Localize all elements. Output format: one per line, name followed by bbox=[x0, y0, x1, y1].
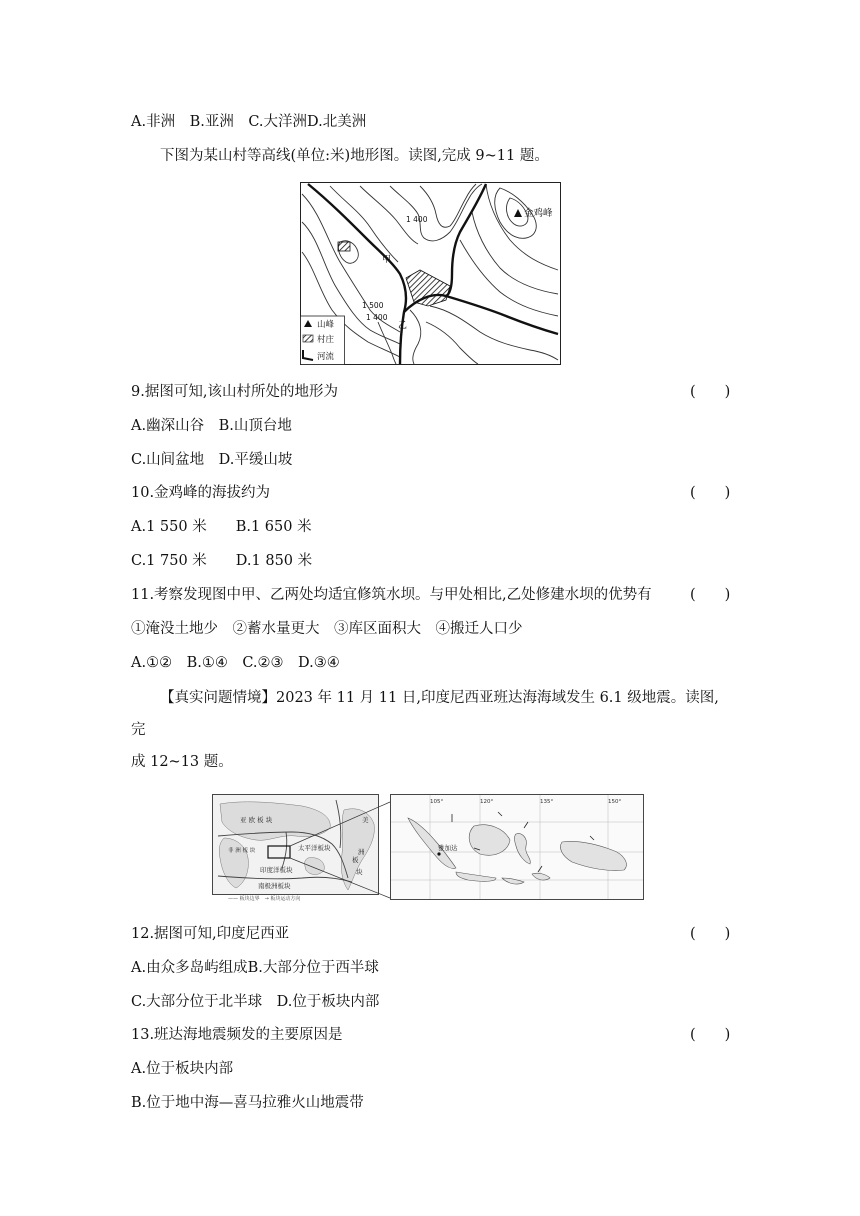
lon-135: 135° bbox=[540, 799, 554, 805]
q11-stem: 11.考察发现图中甲、乙两处均适宜修筑水坝。与甲处相比,乙处修建水坝的优势有 bbox=[131, 587, 652, 603]
label-jia: 甲 bbox=[382, 255, 392, 265]
q11-options: A.①② B.①④ C.②③ D.③④ bbox=[131, 655, 340, 671]
label-jakarta: 雅加达 bbox=[438, 844, 458, 852]
peak-label: 金鸡峰 bbox=[524, 208, 553, 219]
plate-map bbox=[212, 792, 644, 902]
lon-105: 105° bbox=[430, 799, 444, 805]
q11-answer-paren[interactable]: ( ) bbox=[690, 587, 731, 603]
intro-9-11: 下图为某山村等高线(单位:米)地形图。读图,完成 9~11 题。 bbox=[160, 148, 549, 164]
scenario-line1: 【真实问题情境】2023 年 11 月 11 日,印度尼西亚班达海海域发生 6.1 级地震。读图,完 bbox=[131, 690, 719, 738]
q9-answer-paren[interactable]: ( ) bbox=[690, 384, 731, 400]
scenario-line2: 成 12~13 题。 bbox=[131, 754, 233, 770]
q10-answer-paren[interactable]: ( ) bbox=[690, 485, 731, 501]
legend bbox=[301, 316, 345, 365]
legend-village-icon bbox=[303, 335, 313, 342]
indonesia-inset-map bbox=[391, 795, 644, 900]
q12-options-ab: A.由众多岛屿组成B.大部分位于西半球 bbox=[131, 960, 379, 976]
q13-option-b: B.位于地中海—喜马拉雅火山地震带 bbox=[131, 1095, 364, 1111]
label-america-1: 美 bbox=[362, 816, 369, 824]
contour-map bbox=[300, 182, 561, 365]
label-africa-plate: 非 洲 板 块 bbox=[228, 848, 256, 854]
scenario-text bbox=[131, 682, 731, 778]
q12-options-cd: C.大部分位于北半球 D.位于板块内部 bbox=[131, 994, 380, 1010]
label-america-3: 板 bbox=[352, 856, 359, 864]
q12-stem: 12.据图可知,印度尼西亚 bbox=[131, 926, 290, 942]
label-indian-plate: 印度洋板块 bbox=[260, 866, 293, 874]
label-america-4: 块 bbox=[356, 868, 363, 876]
q11-items: ①淹没土地少 ②蓄水量更大 ③库区面积大 ④搬迁人口少 bbox=[131, 621, 523, 637]
world-plate-map bbox=[213, 795, 379, 903]
q12-answer-paren[interactable]: ( ) bbox=[690, 926, 731, 942]
label-antarctic-plate: 南极洲板块 bbox=[258, 882, 291, 890]
label-yi: 乙 bbox=[398, 321, 408, 331]
q9-stem: 9.据图可知,该山村所处的地形为 bbox=[131, 384, 338, 400]
label-pacific-plate: 太平洋板块 bbox=[298, 844, 331, 852]
contour-label-1400-bottom: 1 400 bbox=[366, 313, 388, 322]
lon-120: 120° bbox=[480, 799, 494, 805]
label-america-2: 洲 bbox=[358, 848, 365, 856]
q13-stem: 13.班达海地震频发的主要原因是 bbox=[131, 1027, 343, 1043]
q9-options-cd: C.山间盆地 D.平缓山坡 bbox=[131, 452, 293, 468]
village-small bbox=[338, 242, 350, 251]
lon-150: 150° bbox=[608, 799, 622, 805]
legend-river: 河流 bbox=[317, 352, 335, 362]
label-eurasia-plate: 亚 欧 板 块 bbox=[240, 816, 273, 824]
q10-options-ab: A.1 550 米 B.1 650 米 bbox=[131, 519, 312, 535]
legend-peak: 山峰 bbox=[317, 320, 335, 330]
contour-label-1400-top: 1 400 bbox=[406, 215, 428, 224]
contour-label-1500: 1 500 bbox=[362, 301, 384, 310]
q13-answer-paren[interactable]: ( ) bbox=[690, 1027, 731, 1043]
q13-option-a: A.位于板块内部 bbox=[131, 1061, 234, 1077]
legend-village: 村庄 bbox=[317, 335, 335, 345]
q8-options: A.非洲 B.亚洲 C.大洋洲D.北美洲 bbox=[131, 114, 367, 130]
plate-map-legend: —— 板块边界 → 板块运动方向 bbox=[228, 896, 301, 902]
q10-options-cd: C.1 750 米 D.1 850 米 bbox=[131, 553, 313, 569]
q9-options-ab: A.幽深山谷 B.山顶台地 bbox=[131, 418, 292, 434]
q10-stem: 10.金鸡峰的海拔约为 bbox=[131, 485, 271, 501]
